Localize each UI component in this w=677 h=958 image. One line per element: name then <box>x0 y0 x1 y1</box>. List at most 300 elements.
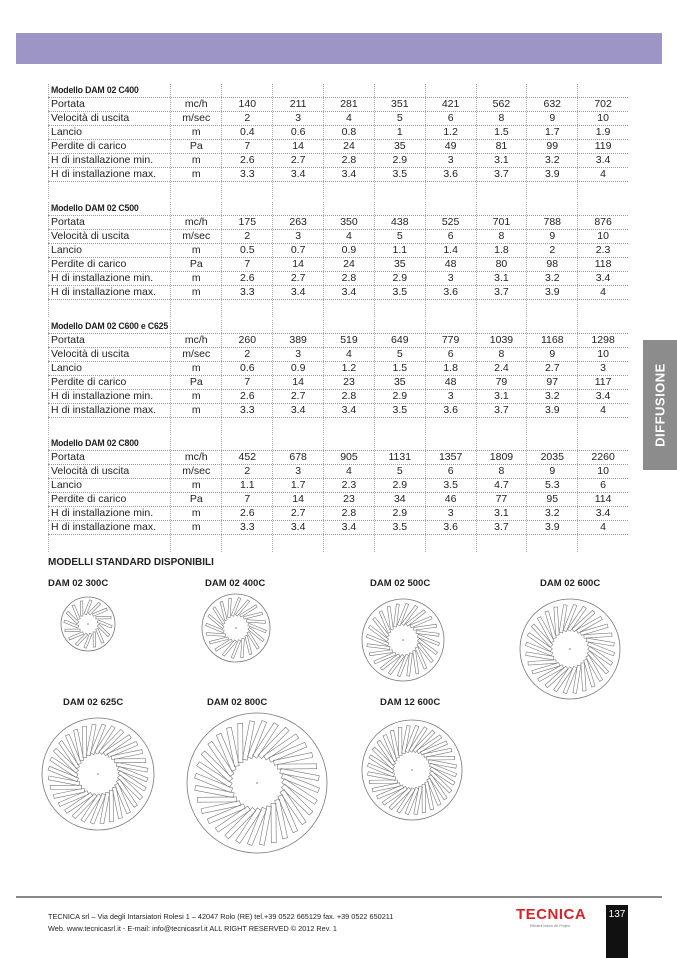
empty-cell <box>476 202 527 215</box>
empty-cell <box>577 418 628 435</box>
value-cell: 2.7 <box>272 390 323 403</box>
table-row <box>48 465 628 479</box>
value-cell: 3.2 <box>526 390 577 403</box>
empty-cell <box>526 535 577 552</box>
value-cell: 99 <box>526 140 577 153</box>
value-cell: 562 <box>476 98 527 111</box>
row-unit: Pa <box>170 493 221 506</box>
diffuser-drawing <box>360 718 464 822</box>
empty-cell <box>323 535 374 552</box>
value-cell: 49 <box>425 140 476 153</box>
empty-cell <box>425 84 476 97</box>
value-cell: 8 <box>476 230 527 243</box>
value-cell: 2.6 <box>221 507 272 520</box>
value-cell: 118 <box>577 258 628 271</box>
row-label: H di installazione max. <box>48 521 170 534</box>
table-row <box>48 154 628 168</box>
value-cell: 3.5 <box>425 479 476 492</box>
value-cell: 24 <box>323 140 374 153</box>
value-cell: 6 <box>425 348 476 361</box>
value-cell: 3.9 <box>526 404 577 417</box>
table-row <box>48 521 628 535</box>
table-title: Modello DAM 02 C600 e C625 <box>48 320 170 333</box>
row-unit: m <box>170 521 221 534</box>
empty-cell <box>425 300 476 317</box>
value-cell: 389 <box>272 334 323 347</box>
value-cell: 48 <box>425 258 476 271</box>
value-cell: 1131 <box>374 451 425 464</box>
empty-cell <box>48 418 170 435</box>
value-cell: 2.8 <box>323 390 374 403</box>
side-tab-diffusione <box>643 340 677 470</box>
value-cell: 98 <box>526 258 577 271</box>
empty-cell <box>221 437 272 450</box>
empty-cell <box>170 202 221 215</box>
value-cell: 0.8 <box>323 126 374 139</box>
empty-cell <box>425 202 476 215</box>
value-cell: 140 <box>221 98 272 111</box>
empty-cell <box>272 535 323 552</box>
value-cell: 2 <box>221 112 272 125</box>
value-cell: 1.4 <box>425 244 476 257</box>
row-unit: m/sec <box>170 465 221 478</box>
row-label: Lancio <box>48 362 170 375</box>
empty-cell <box>221 84 272 97</box>
value-cell: 4 <box>323 112 374 125</box>
value-cell: 1.7 <box>272 479 323 492</box>
row-label: Perdite di carico <box>48 493 170 506</box>
value-cell: 1.5 <box>476 126 527 139</box>
empty-cell <box>374 202 425 215</box>
side-tab-label: DIFFUSIONE <box>652 363 668 447</box>
value-cell: 649 <box>374 334 425 347</box>
row-unit: Pa <box>170 258 221 271</box>
table-title: Modello DAM 02 C800 <box>48 437 170 450</box>
value-cell: 701 <box>476 216 527 229</box>
value-cell: 3 <box>272 230 323 243</box>
value-cell: 4 <box>323 465 374 478</box>
row-label: Lancio <box>48 244 170 257</box>
value-cell: 2.9 <box>374 390 425 403</box>
empty-cell <box>272 84 323 97</box>
value-cell: 3.3 <box>221 168 272 181</box>
value-cell: 1.1 <box>374 244 425 257</box>
models-section-title: MODELLI STANDARD DISPONIBILI <box>48 557 214 568</box>
empty-cell <box>221 320 272 333</box>
row-label: Lancio <box>48 479 170 492</box>
table-spacer-row <box>48 535 628 552</box>
empty-cell <box>170 320 221 333</box>
value-cell: 3.5 <box>374 404 425 417</box>
model-label: DAM 02 300C <box>48 578 109 589</box>
value-cell: 10 <box>577 348 628 361</box>
footer-contacts: Web. www.tecnicasrl.it - E-mail: info@tecnicasrl.it ALL RIGHT RESERVED © 2012 Rev. 1 <box>48 924 337 933</box>
row-label: H di installazione min. <box>48 390 170 403</box>
empty-cell <box>272 320 323 333</box>
value-cell: 3.2 <box>526 507 577 520</box>
page-number-box <box>606 905 628 958</box>
empty-cell <box>48 535 170 552</box>
value-cell: 3.3 <box>221 286 272 299</box>
empty-cell <box>577 300 628 317</box>
table-row <box>48 98 628 112</box>
table-row <box>48 348 628 362</box>
value-cell: 3 <box>425 507 476 520</box>
value-cell: 2.6 <box>221 272 272 285</box>
table-row <box>48 404 628 418</box>
value-cell: 3.5 <box>374 521 425 534</box>
empty-cell <box>221 182 272 199</box>
value-cell: 3.1 <box>476 390 527 403</box>
value-cell: 2.6 <box>221 390 272 403</box>
value-cell: 2.7 <box>272 272 323 285</box>
empty-cell <box>374 182 425 199</box>
row-label: Portata <box>48 216 170 229</box>
empty-cell <box>526 182 577 199</box>
value-cell: 3.2 <box>526 272 577 285</box>
empty-cell <box>577 84 628 97</box>
value-cell: 2.7 <box>272 507 323 520</box>
value-cell: 1039 <box>476 334 527 347</box>
value-cell: 35 <box>374 376 425 389</box>
empty-cell <box>526 202 577 215</box>
value-cell: 2.9 <box>374 479 425 492</box>
value-cell: 421 <box>425 98 476 111</box>
table-row <box>48 286 628 300</box>
value-cell: 2260 <box>577 451 628 464</box>
value-cell: 1298 <box>577 334 628 347</box>
row-label: H di installazione max. <box>48 404 170 417</box>
empty-cell <box>221 418 272 435</box>
row-unit: mc/h <box>170 451 221 464</box>
row-label: Velocità di uscita <box>48 465 170 478</box>
value-cell: 9 <box>526 112 577 125</box>
row-unit: m/sec <box>170 348 221 361</box>
row-unit: mc/h <box>170 334 221 347</box>
value-cell: 8 <box>476 112 527 125</box>
value-cell: 2.9 <box>374 154 425 167</box>
value-cell: 2 <box>221 465 272 478</box>
diffuser-drawing <box>40 716 156 832</box>
value-cell: 3.5 <box>374 168 425 181</box>
empty-cell <box>323 300 374 317</box>
value-cell: 114 <box>577 493 628 506</box>
spec-table <box>48 320 628 435</box>
row-unit: m/sec <box>170 230 221 243</box>
value-cell: 1.9 <box>577 126 628 139</box>
value-cell: 3.4 <box>323 521 374 534</box>
value-cell: 80 <box>476 258 527 271</box>
row-label: H di installazione max. <box>48 168 170 181</box>
value-cell: 438 <box>374 216 425 229</box>
value-cell: 3.6 <box>425 521 476 534</box>
diffuser-center <box>87 623 89 625</box>
table-spacer-row <box>48 418 628 435</box>
row-unit: mc/h <box>170 216 221 229</box>
empty-cell <box>323 202 374 215</box>
value-cell: 3.6 <box>425 286 476 299</box>
value-cell: 3 <box>272 465 323 478</box>
value-cell: 119 <box>577 140 628 153</box>
empty-cell <box>526 418 577 435</box>
value-cell: 35 <box>374 140 425 153</box>
value-cell: 3 <box>272 348 323 361</box>
tecnica-logo: TECNICA <box>516 906 587 923</box>
value-cell: 81 <box>476 140 527 153</box>
empty-cell <box>170 182 221 199</box>
value-cell: 3.6 <box>425 168 476 181</box>
empty-cell <box>577 535 628 552</box>
empty-cell <box>48 182 170 199</box>
value-cell: 23 <box>323 376 374 389</box>
table-spacer-row <box>48 182 628 199</box>
row-label: Portata <box>48 98 170 111</box>
row-label: Lancio <box>48 126 170 139</box>
empty-cell <box>425 320 476 333</box>
empty-cell <box>577 320 628 333</box>
value-cell: 350 <box>323 216 374 229</box>
value-cell: 351 <box>374 98 425 111</box>
empty-cell <box>476 320 527 333</box>
row-label: Portata <box>48 334 170 347</box>
row-label: H di installazione min. <box>48 507 170 520</box>
value-cell: 3 <box>425 154 476 167</box>
empty-cell <box>577 182 628 199</box>
value-cell: 1.8 <box>476 244 527 257</box>
footer-address: TECNICA srl – Via degli Intarsiatori Rolesi 1 – 42047 Rolo (RE) tel.+39 0522 665129 fax. +39 0522 650211 <box>48 912 394 921</box>
row-label: Velocità di uscita <box>48 112 170 125</box>
empty-cell <box>476 300 527 317</box>
model-label: DAM 02 400C <box>205 578 266 589</box>
table-row <box>48 126 628 140</box>
page-number: 137 <box>608 909 626 920</box>
value-cell: 1.5 <box>374 362 425 375</box>
value-cell: 2.8 <box>323 507 374 520</box>
table-row <box>48 112 628 126</box>
table-row <box>48 216 628 230</box>
empty-cell <box>48 300 170 317</box>
value-cell: 211 <box>272 98 323 111</box>
value-cell: 97 <box>526 376 577 389</box>
value-cell: 3.5 <box>374 286 425 299</box>
empty-cell <box>476 437 527 450</box>
value-cell: 779 <box>425 334 476 347</box>
empty-cell <box>476 535 527 552</box>
value-cell: 0.7 <box>272 244 323 257</box>
value-cell: 3.7 <box>476 286 527 299</box>
value-cell: 452 <box>221 451 272 464</box>
value-cell: 14 <box>272 376 323 389</box>
model-label: DAM 12 600C <box>380 697 441 708</box>
value-cell: 3.7 <box>476 521 527 534</box>
empty-cell <box>425 535 476 552</box>
value-cell: 46 <box>425 493 476 506</box>
value-cell: 9 <box>526 465 577 478</box>
empty-cell <box>272 182 323 199</box>
table-row <box>48 272 628 286</box>
logo-tagline: Efficient Indoor Air Project <box>530 924 571 928</box>
table-row <box>48 168 628 182</box>
table-title-row <box>48 320 628 334</box>
value-cell: 5 <box>374 112 425 125</box>
value-cell: 0.4 <box>221 126 272 139</box>
empty-cell <box>577 202 628 215</box>
model-label: DAM 02 800C <box>207 697 268 708</box>
table-row <box>48 258 628 272</box>
value-cell: 9 <box>526 348 577 361</box>
value-cell: 788 <box>526 216 577 229</box>
value-cell: 3.3 <box>221 404 272 417</box>
value-cell: 3.4 <box>577 507 628 520</box>
empty-cell <box>374 320 425 333</box>
value-cell: 8 <box>476 465 527 478</box>
model-label: DAM 02 625C <box>63 697 124 708</box>
value-cell: 3.6 <box>425 404 476 417</box>
value-cell: 6 <box>425 112 476 125</box>
value-cell: 2.9 <box>374 272 425 285</box>
value-cell: 9 <box>526 230 577 243</box>
value-cell: 3.4 <box>272 286 323 299</box>
value-cell: 14 <box>272 258 323 271</box>
value-cell: 3.1 <box>476 272 527 285</box>
empty-cell <box>374 535 425 552</box>
empty-cell <box>323 418 374 435</box>
row-label: H di installazione min. <box>48 272 170 285</box>
model-label: DAM 02 600C <box>540 578 601 589</box>
value-cell: 4 <box>323 348 374 361</box>
row-label: Portata <box>48 451 170 464</box>
value-cell: 7 <box>221 140 272 153</box>
value-cell: 48 <box>425 376 476 389</box>
diffuser-drawing <box>59 595 117 653</box>
value-cell: 702 <box>577 98 628 111</box>
value-cell: 678 <box>272 451 323 464</box>
value-cell: 0.6 <box>272 126 323 139</box>
value-cell: 876 <box>577 216 628 229</box>
spec-table <box>48 437 628 552</box>
empty-cell <box>170 437 221 450</box>
row-label: Velocità di uscita <box>48 230 170 243</box>
empty-cell <box>170 535 221 552</box>
diffuser-center <box>402 639 404 641</box>
value-cell: 7 <box>221 258 272 271</box>
header-band <box>16 33 662 64</box>
empty-cell <box>272 300 323 317</box>
value-cell: 34 <box>374 493 425 506</box>
row-unit: m <box>170 154 221 167</box>
empty-cell <box>221 300 272 317</box>
row-unit: m <box>170 272 221 285</box>
value-cell: 3.9 <box>526 521 577 534</box>
value-cell: 3.4 <box>323 168 374 181</box>
value-cell: 1.8 <box>425 362 476 375</box>
value-cell: 263 <box>272 216 323 229</box>
value-cell: 260 <box>221 334 272 347</box>
empty-cell <box>577 437 628 450</box>
spec-table <box>48 202 628 317</box>
empty-cell <box>526 320 577 333</box>
value-cell: 632 <box>526 98 577 111</box>
value-cell: 3 <box>425 272 476 285</box>
empty-cell <box>476 182 527 199</box>
value-cell: 35 <box>374 258 425 271</box>
value-cell: 3.1 <box>476 507 527 520</box>
table-title: Modello DAM 02 C400 <box>48 84 170 97</box>
table-row <box>48 230 628 244</box>
value-cell: 6 <box>425 465 476 478</box>
value-cell: 0.9 <box>323 244 374 257</box>
empty-cell <box>526 84 577 97</box>
value-cell: 23 <box>323 493 374 506</box>
empty-cell <box>374 300 425 317</box>
row-label: H di installazione min. <box>48 154 170 167</box>
empty-cell <box>374 418 425 435</box>
value-cell: 5 <box>374 348 425 361</box>
value-cell: 6 <box>577 479 628 492</box>
diffuser-drawing <box>200 592 272 664</box>
table-spacer-row <box>48 300 628 317</box>
table-row <box>48 244 628 258</box>
value-cell: 5.3 <box>526 479 577 492</box>
value-cell: 7 <box>221 376 272 389</box>
value-cell: 5 <box>374 465 425 478</box>
value-cell: 4.7 <box>476 479 527 492</box>
row-label: Perdite di carico <box>48 376 170 389</box>
value-cell: 77 <box>476 493 527 506</box>
value-cell: 175 <box>221 216 272 229</box>
row-label: Velocità di uscita <box>48 348 170 361</box>
row-unit: mc/h <box>170 98 221 111</box>
row-unit: Pa <box>170 376 221 389</box>
value-cell: 281 <box>323 98 374 111</box>
spec-table <box>48 84 628 199</box>
empty-cell <box>374 84 425 97</box>
value-cell: 2 <box>221 230 272 243</box>
value-cell: 2.9 <box>374 507 425 520</box>
value-cell: 79 <box>476 376 527 389</box>
value-cell: 3.7 <box>476 168 527 181</box>
value-cell: 8 <box>476 348 527 361</box>
value-cell: 3.4 <box>272 404 323 417</box>
row-unit: m <box>170 244 221 257</box>
table-row <box>48 334 628 348</box>
table-row <box>48 493 628 507</box>
value-cell: 1.1 <box>221 479 272 492</box>
value-cell: 3.4 <box>577 154 628 167</box>
table-row <box>48 140 628 154</box>
diffuser-center <box>411 769 413 771</box>
row-unit: m <box>170 168 221 181</box>
value-cell: 3.9 <box>526 286 577 299</box>
value-cell: 2 <box>221 348 272 361</box>
row-unit: m <box>170 286 221 299</box>
value-cell: 0.9 <box>272 362 323 375</box>
value-cell: 3.4 <box>323 286 374 299</box>
value-cell: 1.2 <box>323 362 374 375</box>
value-cell: 95 <box>526 493 577 506</box>
value-cell: 10 <box>577 112 628 125</box>
value-cell: 2.7 <box>526 362 577 375</box>
value-cell: 3 <box>272 112 323 125</box>
row-unit: m <box>170 507 221 520</box>
value-cell: 3.4 <box>323 404 374 417</box>
value-cell: 3.1 <box>476 154 527 167</box>
value-cell: 3.4 <box>272 521 323 534</box>
value-cell: 2.6 <box>221 154 272 167</box>
value-cell: 117 <box>577 376 628 389</box>
value-cell: 2.3 <box>577 244 628 257</box>
value-cell: 3.9 <box>526 168 577 181</box>
